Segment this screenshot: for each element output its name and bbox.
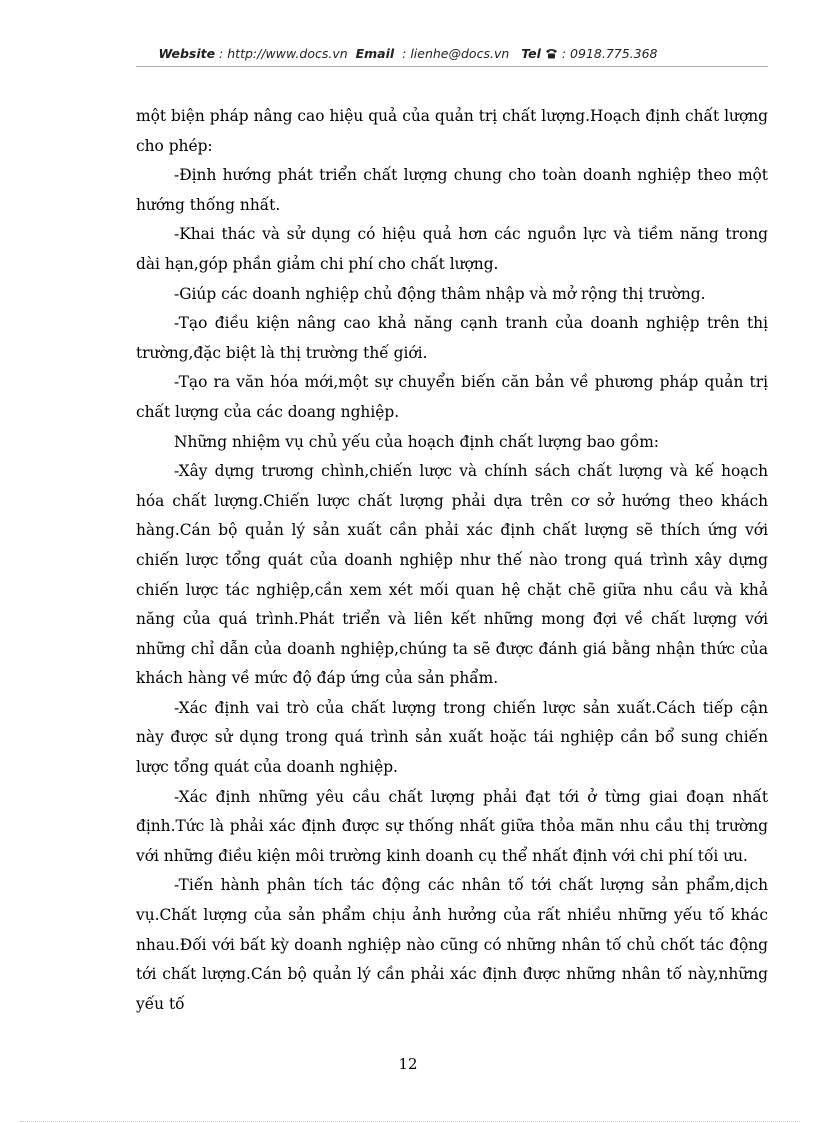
footer-divider: [20, 1121, 800, 1122]
paragraph: một biện pháp nâng cao hiệu quả của quản trị chất lượng.Hoạch định chất lượng cho phép:: [136, 107, 768, 155]
paragraph: -Định hướng phát triển chất lượng chung cho toàn doanh nghiệp theo một hướng thống nhất.: [136, 166, 768, 214]
paragraph: -Khai thác và sử dụng có hiệu quả hơn các nguồn lực và tiềm năng trong dài hạn,góp phần giảm chi phí cho chất lượng.: [136, 225, 768, 273]
page-number: 12: [398, 1055, 418, 1073]
tel-label: Tel: [521, 46, 541, 61]
page-header: Website : http://www.docs.vn Email : lienhe@docs.vn Tel : 0918.775.368: [158, 46, 658, 61]
paragraph: -Giúp các doanh nghiệp chủ động thâm nhập và mở rộng thị trường.: [174, 284, 706, 303]
paragraph: -Xác định những yêu cầu chất lượng phải đạt tới ở từng giai đoạn nhất định.Tức là phải xác định được sự thống nhất giữa thỏa mãn nhu cầu thị trường với những điều kiện môi trường kinh doanh cụ thể nhất định với chi phí tối ưu.: [136, 787, 768, 865]
paragraph: -Tạo điều kiện nâng cao khả năng cạnh tranh của doanh nghiệp trên thị trường,đặc biệt là thị trường thế giới.: [136, 314, 768, 362]
website-label: Website: [158, 46, 216, 61]
website-url: http://www.docs.vn: [227, 46, 348, 61]
paragraph: -Xây dựng trương chình,chiến lược và chính sách chất lượng và kế hoạch hóa chất lượng.Chiến lược chất lượng phải dựa trên cơ sở hướng theo khách hàng.Cán bộ quản lý sản xuất cần phải xác định chất lượng sẽ thích ứng với chiến lược tổng quát của doanh nghiệp như thế nào trong quá trình xây dựng chiến lược tác nghiệp,cần xem xét mối quan hệ chặt chẽ giữa nhu cầu và khả năng của quá trình.Phát triển và liên kết những mong đợi về chất lượng với những chỉ dẫn của doanh nghiệp,chúng ta sẽ được đánh giá bằng nhận thức của khách hàng về mức độ đáp ứng của sản phẩm.: [136, 462, 768, 688]
telephone-icon: [545, 48, 558, 59]
paragraph: -Tiến hành phân tích tác động các nhân tố tới chất lượng sản phẩm,dịch vụ.Chất lượng của sản phẩm chịu ảnh hưởng của rất nhiều những yếu tố khác nhau.Đối với bất kỳ doanh nghiệp nào cũng có những nhân tố chủ chốt tác động tới chất lượng.Cán bộ quản lý cần phải xác định được những nhân tố này,những yếu tố: [136, 876, 768, 1013]
document-body: [136, 102, 768, 1019]
email-address: lienhe@docs.vn: [410, 46, 510, 61]
paragraph: Những nhiệm vụ chủ yếu của hoạch định chất lượng bao gồm:: [174, 432, 659, 451]
email-label: Email: [355, 46, 395, 61]
header-divider: [136, 66, 768, 67]
paragraph: -Xác định vai trò của chất lượng trong chiến lược sản xuất.Cách tiếp cận này được sử dụng trong quá trình sản xuất hoặc tái nghiệp cần bổ sung chiến lược tổng quát của doanh nghiệp.: [136, 698, 768, 777]
paragraph: -Tạo ra văn hóa mới,một sự chuyển biến căn bản về phương pháp quản trị chất lượng của các doang nghiệp.: [136, 373, 768, 421]
tel-number: 0918.775.368: [570, 46, 658, 61]
